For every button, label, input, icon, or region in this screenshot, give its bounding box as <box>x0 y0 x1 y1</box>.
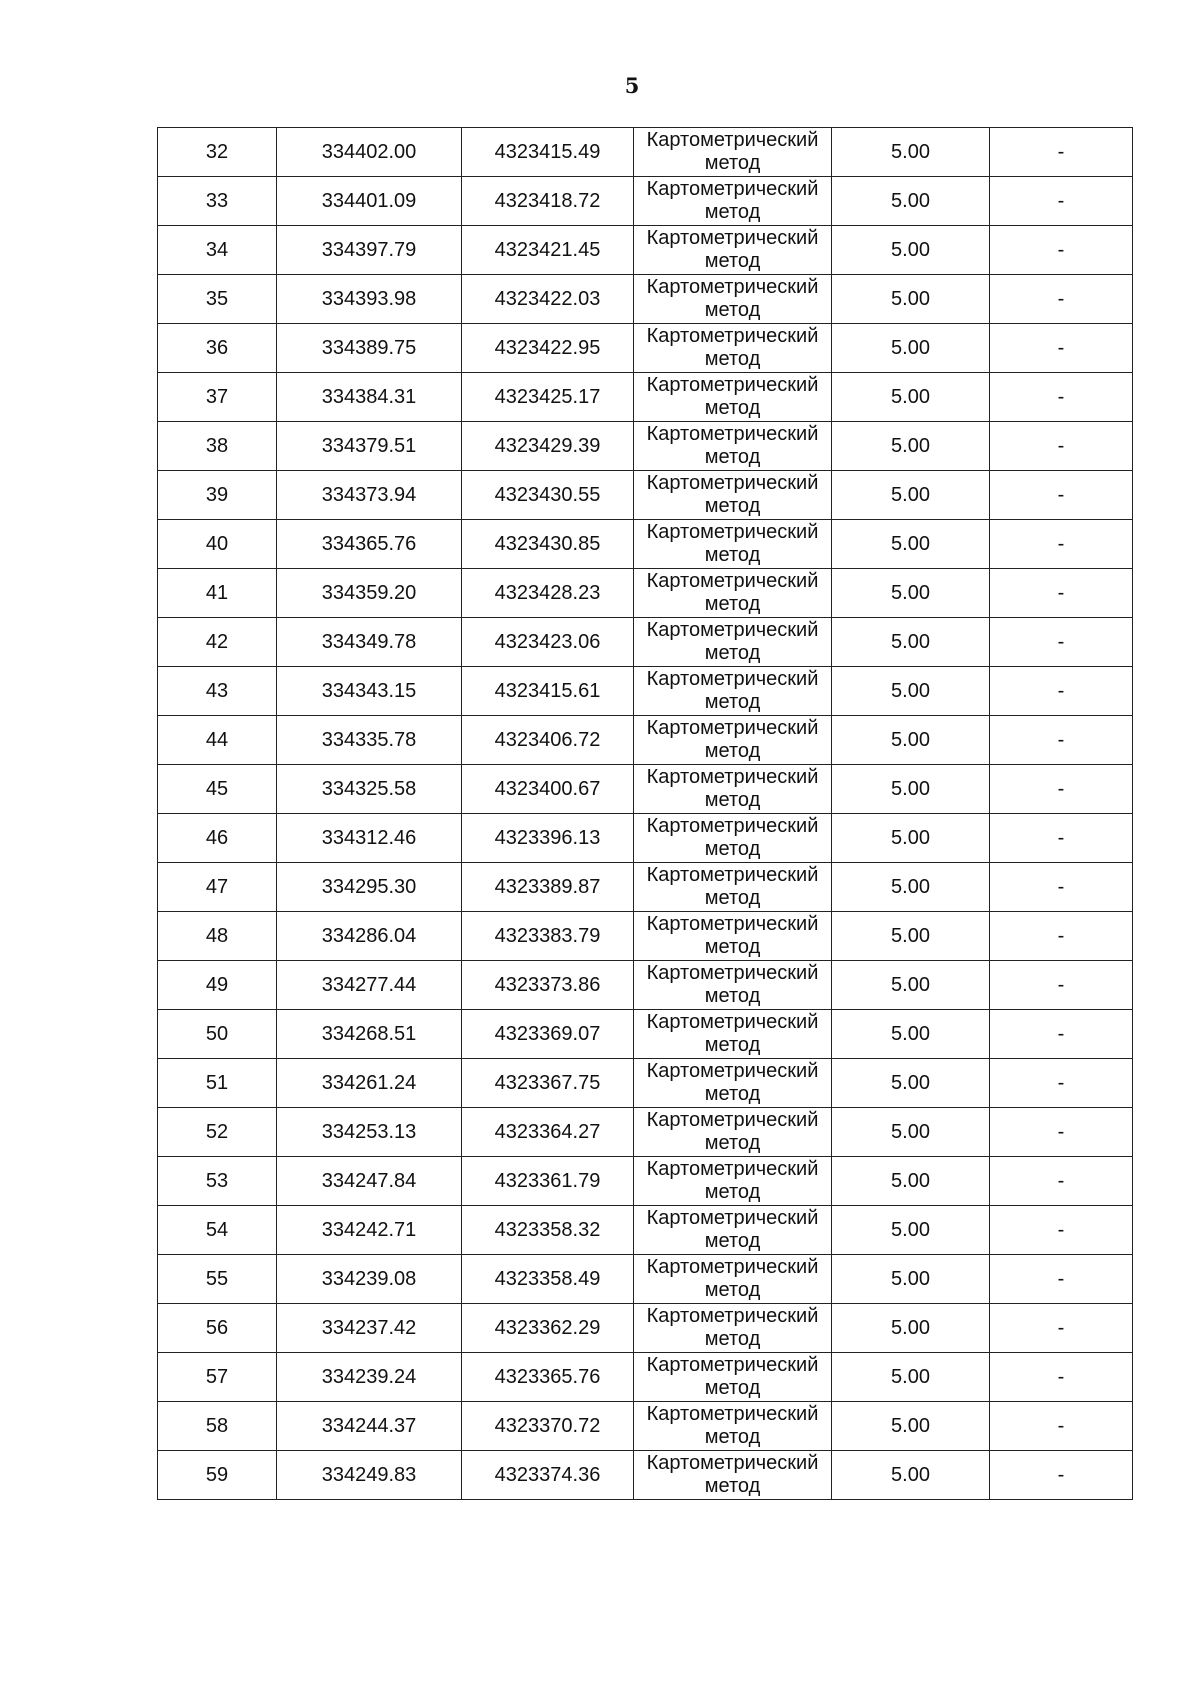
x-coordinate-cell: 334253.13 <box>277 1108 462 1157</box>
table-row <box>158 765 1133 814</box>
description-cell: - <box>990 1108 1133 1157</box>
description-cell: - <box>990 1402 1133 1451</box>
method-cell <box>634 667 832 716</box>
x-coordinate-cell: 334312.46 <box>277 814 462 863</box>
method-line-1: Картометрический <box>646 1354 819 1376</box>
x-coordinate-cell: 334335.78 <box>277 716 462 765</box>
method-line-1: Картометрический <box>646 472 819 494</box>
x-coordinate-cell: 334325.58 <box>277 765 462 814</box>
table-row <box>158 1451 1133 1500</box>
table-row <box>158 1304 1133 1353</box>
description-cell: - <box>990 128 1133 177</box>
method-line-2: метод <box>704 348 761 370</box>
y-coordinate-cell: 4323422.95 <box>462 324 634 373</box>
method-line-1: Картометрический <box>646 766 819 788</box>
description-cell: - <box>990 1059 1133 1108</box>
description-cell: - <box>990 520 1133 569</box>
y-coordinate-cell: 4323358.32 <box>462 1206 634 1255</box>
accuracy-cell: 5.00 <box>832 128 990 177</box>
description-cell: - <box>990 961 1133 1010</box>
method-cell <box>634 1402 832 1451</box>
accuracy-cell: 5.00 <box>832 1353 990 1402</box>
table-row <box>158 814 1133 863</box>
table-row <box>158 177 1133 226</box>
point-number-cell: 39 <box>158 471 277 520</box>
description-cell: - <box>990 324 1133 373</box>
accuracy-cell: 5.00 <box>832 912 990 961</box>
method-line-2: метод <box>704 789 761 811</box>
point-number-cell: 47 <box>158 863 277 912</box>
y-coordinate-cell: 4323429.39 <box>462 422 634 471</box>
accuracy-cell: 5.00 <box>832 324 990 373</box>
method-cell <box>634 471 832 520</box>
x-coordinate-cell: 334261.24 <box>277 1059 462 1108</box>
description-cell: - <box>990 1157 1133 1206</box>
method-cell <box>634 128 832 177</box>
method-line-1: Картометрический <box>646 276 819 298</box>
description-cell: - <box>990 667 1133 716</box>
accuracy-cell: 5.00 <box>832 667 990 716</box>
method-cell <box>634 422 832 471</box>
x-coordinate-cell: 334242.71 <box>277 1206 462 1255</box>
y-coordinate-cell: 4323430.55 <box>462 471 634 520</box>
method-line-2: метод <box>704 201 761 223</box>
method-line-1: Картометрический <box>646 1403 819 1425</box>
x-coordinate-cell: 334239.24 <box>277 1353 462 1402</box>
method-line-1: Картометрический <box>646 1060 819 1082</box>
method-line-1: Картометрический <box>646 1011 819 1033</box>
description-cell: - <box>990 618 1133 667</box>
y-coordinate-cell: 4323415.49 <box>462 128 634 177</box>
x-coordinate-cell: 334402.00 <box>277 128 462 177</box>
method-line-2: метод <box>704 1426 761 1448</box>
y-coordinate-cell: 4323383.79 <box>462 912 634 961</box>
description-cell: - <box>990 1304 1133 1353</box>
y-coordinate-cell: 4323415.61 <box>462 667 634 716</box>
method-cell <box>634 177 832 226</box>
y-coordinate-cell: 4323370.72 <box>462 1402 634 1451</box>
y-coordinate-cell: 4323421.45 <box>462 226 634 275</box>
y-coordinate-cell: 4323430.85 <box>462 520 634 569</box>
method-cell <box>634 1108 832 1157</box>
method-line-2: метод <box>704 1377 761 1399</box>
method-line-1: Картометрический <box>646 227 819 249</box>
y-coordinate-cell: 4323423.06 <box>462 618 634 667</box>
x-coordinate-cell: 334401.09 <box>277 177 462 226</box>
method-line-1: Картометрический <box>646 864 819 886</box>
x-coordinate-cell: 334384.31 <box>277 373 462 422</box>
point-number-cell: 38 <box>158 422 277 471</box>
method-line-2: метод <box>704 838 761 860</box>
table-row <box>158 1255 1133 1304</box>
method-line-1: Картометрический <box>646 717 819 739</box>
accuracy-cell: 5.00 <box>832 1108 990 1157</box>
table-row <box>158 618 1133 667</box>
accuracy-cell: 5.00 <box>832 226 990 275</box>
table-row <box>158 1353 1133 1402</box>
point-number-cell: 53 <box>158 1157 277 1206</box>
table-body <box>158 128 1133 1500</box>
method-cell <box>634 1451 832 1500</box>
accuracy-cell: 5.00 <box>832 1255 990 1304</box>
point-number-cell: 58 <box>158 1402 277 1451</box>
method-line-1: Картометрический <box>646 1158 819 1180</box>
x-coordinate-cell: 334249.83 <box>277 1451 462 1500</box>
table-row <box>158 961 1133 1010</box>
point-number-cell: 42 <box>158 618 277 667</box>
table-row <box>158 520 1133 569</box>
method-line-2: метод <box>704 152 761 174</box>
point-number-cell: 52 <box>158 1108 277 1157</box>
table-row <box>158 1108 1133 1157</box>
method-line-2: метод <box>704 642 761 664</box>
description-cell: - <box>990 765 1133 814</box>
y-coordinate-cell: 4323396.13 <box>462 814 634 863</box>
point-number-cell: 32 <box>158 128 277 177</box>
x-coordinate-cell: 334244.37 <box>277 1402 462 1451</box>
x-coordinate-cell: 334343.15 <box>277 667 462 716</box>
method-line-1: Картометрический <box>646 129 819 151</box>
method-line-1: Картометрический <box>646 1207 819 1229</box>
y-coordinate-cell: 4323369.07 <box>462 1010 634 1059</box>
table-row <box>158 373 1133 422</box>
method-line-2: метод <box>704 299 761 321</box>
method-line-2: метод <box>704 1083 761 1105</box>
point-number-cell: 55 <box>158 1255 277 1304</box>
accuracy-cell: 5.00 <box>832 471 990 520</box>
y-coordinate-cell: 4323365.76 <box>462 1353 634 1402</box>
description-cell: - <box>990 716 1133 765</box>
method-cell <box>634 1010 832 1059</box>
method-cell <box>634 961 832 1010</box>
method-line-2: метод <box>704 1034 761 1056</box>
method-cell <box>634 618 832 667</box>
method-line-2: метод <box>704 1279 761 1301</box>
accuracy-cell: 5.00 <box>832 863 990 912</box>
accuracy-cell: 5.00 <box>832 520 990 569</box>
method-line-1: Картометрический <box>646 619 819 641</box>
method-line-1: Картометрический <box>646 521 819 543</box>
method-line-2: метод <box>704 1230 761 1252</box>
method-cell <box>634 1157 832 1206</box>
y-coordinate-cell: 4323406.72 <box>462 716 634 765</box>
description-cell: - <box>990 863 1133 912</box>
point-number-cell: 43 <box>158 667 277 716</box>
method-cell <box>634 863 832 912</box>
accuracy-cell: 5.00 <box>832 1402 990 1451</box>
method-cell <box>634 1206 832 1255</box>
point-number-cell: 36 <box>158 324 277 373</box>
method-cell <box>634 814 832 863</box>
accuracy-cell: 5.00 <box>832 814 990 863</box>
method-line-2: метод <box>704 250 761 272</box>
method-line-1: Картометрический <box>646 325 819 347</box>
description-cell: - <box>990 814 1133 863</box>
table-row <box>158 569 1133 618</box>
y-coordinate-cell: 4323374.36 <box>462 1451 634 1500</box>
y-coordinate-cell: 4323422.03 <box>462 275 634 324</box>
description-cell: - <box>990 1255 1133 1304</box>
table-row <box>158 226 1133 275</box>
coordinates-table <box>157 127 1133 1500</box>
description-cell: - <box>990 1353 1133 1402</box>
method-cell <box>634 1059 832 1108</box>
accuracy-cell: 5.00 <box>832 373 990 422</box>
table-row <box>158 471 1133 520</box>
point-number-cell: 40 <box>158 520 277 569</box>
description-cell: - <box>990 226 1133 275</box>
table-row <box>158 128 1133 177</box>
x-coordinate-cell: 334359.20 <box>277 569 462 618</box>
point-number-cell: 37 <box>158 373 277 422</box>
method-line-1: Картометрический <box>646 1305 819 1327</box>
y-coordinate-cell: 4323373.86 <box>462 961 634 1010</box>
method-line-1: Картометрический <box>646 178 819 200</box>
accuracy-cell: 5.00 <box>832 177 990 226</box>
description-cell: - <box>990 373 1133 422</box>
table-row <box>158 422 1133 471</box>
point-number-cell: 35 <box>158 275 277 324</box>
accuracy-cell: 5.00 <box>832 716 990 765</box>
table-row <box>158 1010 1133 1059</box>
accuracy-cell: 5.00 <box>832 569 990 618</box>
accuracy-cell: 5.00 <box>832 422 990 471</box>
point-number-cell: 49 <box>158 961 277 1010</box>
x-coordinate-cell: 334268.51 <box>277 1010 462 1059</box>
method-line-1: Картометрический <box>646 1452 819 1474</box>
method-cell <box>634 1304 832 1353</box>
y-coordinate-cell: 4323400.67 <box>462 765 634 814</box>
point-number-cell: 44 <box>158 716 277 765</box>
point-number-cell: 33 <box>158 177 277 226</box>
table-row <box>158 716 1133 765</box>
point-number-cell: 57 <box>158 1353 277 1402</box>
point-number-cell: 59 <box>158 1451 277 1500</box>
method-cell <box>634 520 832 569</box>
description-cell: - <box>990 422 1133 471</box>
method-cell <box>634 1353 832 1402</box>
description-cell: - <box>990 1010 1133 1059</box>
point-number-cell: 51 <box>158 1059 277 1108</box>
point-number-cell: 46 <box>158 814 277 863</box>
method-cell <box>634 765 832 814</box>
x-coordinate-cell: 334247.84 <box>277 1157 462 1206</box>
method-line-2: метод <box>704 1181 761 1203</box>
description-cell: - <box>990 569 1133 618</box>
x-coordinate-cell: 334237.42 <box>277 1304 462 1353</box>
accuracy-cell: 5.00 <box>832 765 990 814</box>
y-coordinate-cell: 4323364.27 <box>462 1108 634 1157</box>
description-cell: - <box>990 1451 1133 1500</box>
method-line-1: Картометрический <box>646 570 819 592</box>
method-line-1: Картометрический <box>646 1256 819 1278</box>
y-coordinate-cell: 4323362.29 <box>462 1304 634 1353</box>
method-line-2: метод <box>704 740 761 762</box>
method-cell <box>634 1255 832 1304</box>
accuracy-cell: 5.00 <box>832 275 990 324</box>
description-cell: - <box>990 912 1133 961</box>
accuracy-cell: 5.00 <box>832 1206 990 1255</box>
y-coordinate-cell: 4323358.49 <box>462 1255 634 1304</box>
accuracy-cell: 5.00 <box>832 1157 990 1206</box>
x-coordinate-cell: 334365.76 <box>277 520 462 569</box>
y-coordinate-cell: 4323367.75 <box>462 1059 634 1108</box>
table-row <box>158 1206 1133 1255</box>
point-number-cell: 48 <box>158 912 277 961</box>
description-cell: - <box>990 177 1133 226</box>
method-line-2: метод <box>704 887 761 909</box>
method-cell <box>634 912 832 961</box>
method-line-2: метод <box>704 985 761 1007</box>
method-line-1: Картометрический <box>646 815 819 837</box>
point-number-cell: 50 <box>158 1010 277 1059</box>
method-line-2: метод <box>704 1475 761 1497</box>
accuracy-cell: 5.00 <box>832 1304 990 1353</box>
method-cell <box>634 569 832 618</box>
description-cell: - <box>990 1206 1133 1255</box>
method-line-2: метод <box>704 544 761 566</box>
method-line-1: Картометрический <box>646 668 819 690</box>
point-number-cell: 45 <box>158 765 277 814</box>
method-line-2: метод <box>704 397 761 419</box>
method-line-2: метод <box>704 593 761 615</box>
point-number-cell: 41 <box>158 569 277 618</box>
page-number: 5 <box>624 73 640 98</box>
method-line-2: метод <box>704 1132 761 1154</box>
x-coordinate-cell: 334397.79 <box>277 226 462 275</box>
accuracy-cell: 5.00 <box>832 1010 990 1059</box>
method-line-1: Картометрический <box>646 374 819 396</box>
method-cell <box>634 373 832 422</box>
method-line-2: метод <box>704 446 761 468</box>
description-cell: - <box>990 471 1133 520</box>
method-line-1: Картометрический <box>646 962 819 984</box>
accuracy-cell: 5.00 <box>832 961 990 1010</box>
x-coordinate-cell: 334286.04 <box>277 912 462 961</box>
method-cell <box>634 226 832 275</box>
x-coordinate-cell: 334379.51 <box>277 422 462 471</box>
method-cell <box>634 716 832 765</box>
table-row <box>158 1402 1133 1451</box>
accuracy-cell: 5.00 <box>832 1059 990 1108</box>
point-number-cell: 34 <box>158 226 277 275</box>
method-line-1: Картометрический <box>646 1109 819 1131</box>
y-coordinate-cell: 4323425.17 <box>462 373 634 422</box>
x-coordinate-cell: 334295.30 <box>277 863 462 912</box>
x-coordinate-cell: 334389.75 <box>277 324 462 373</box>
table-row <box>158 667 1133 716</box>
table-row <box>158 275 1133 324</box>
x-coordinate-cell: 334393.98 <box>277 275 462 324</box>
y-coordinate-cell: 4323428.23 <box>462 569 634 618</box>
accuracy-cell: 5.00 <box>832 1451 990 1500</box>
table-row <box>158 1157 1133 1206</box>
y-coordinate-cell: 4323389.87 <box>462 863 634 912</box>
table-row <box>158 912 1133 961</box>
x-coordinate-cell: 334349.78 <box>277 618 462 667</box>
point-number-cell: 56 <box>158 1304 277 1353</box>
method-line-2: метод <box>704 1328 761 1350</box>
method-line-1: Картометрический <box>646 913 819 935</box>
x-coordinate-cell: 334277.44 <box>277 961 462 1010</box>
table-row <box>158 863 1133 912</box>
method-line-1: Картометрический <box>646 423 819 445</box>
description-cell: - <box>990 275 1133 324</box>
method-cell <box>634 275 832 324</box>
point-number-cell: 54 <box>158 1206 277 1255</box>
method-line-2: метод <box>704 495 761 517</box>
y-coordinate-cell: 4323361.79 <box>462 1157 634 1206</box>
method-line-2: метод <box>704 691 761 713</box>
x-coordinate-cell: 334373.94 <box>277 471 462 520</box>
method-line-2: метод <box>704 936 761 958</box>
x-coordinate-cell: 334239.08 <box>277 1255 462 1304</box>
accuracy-cell: 5.00 <box>832 618 990 667</box>
table-row <box>158 324 1133 373</box>
method-cell <box>634 324 832 373</box>
table-row <box>158 1059 1133 1108</box>
y-coordinate-cell: 4323418.72 <box>462 177 634 226</box>
